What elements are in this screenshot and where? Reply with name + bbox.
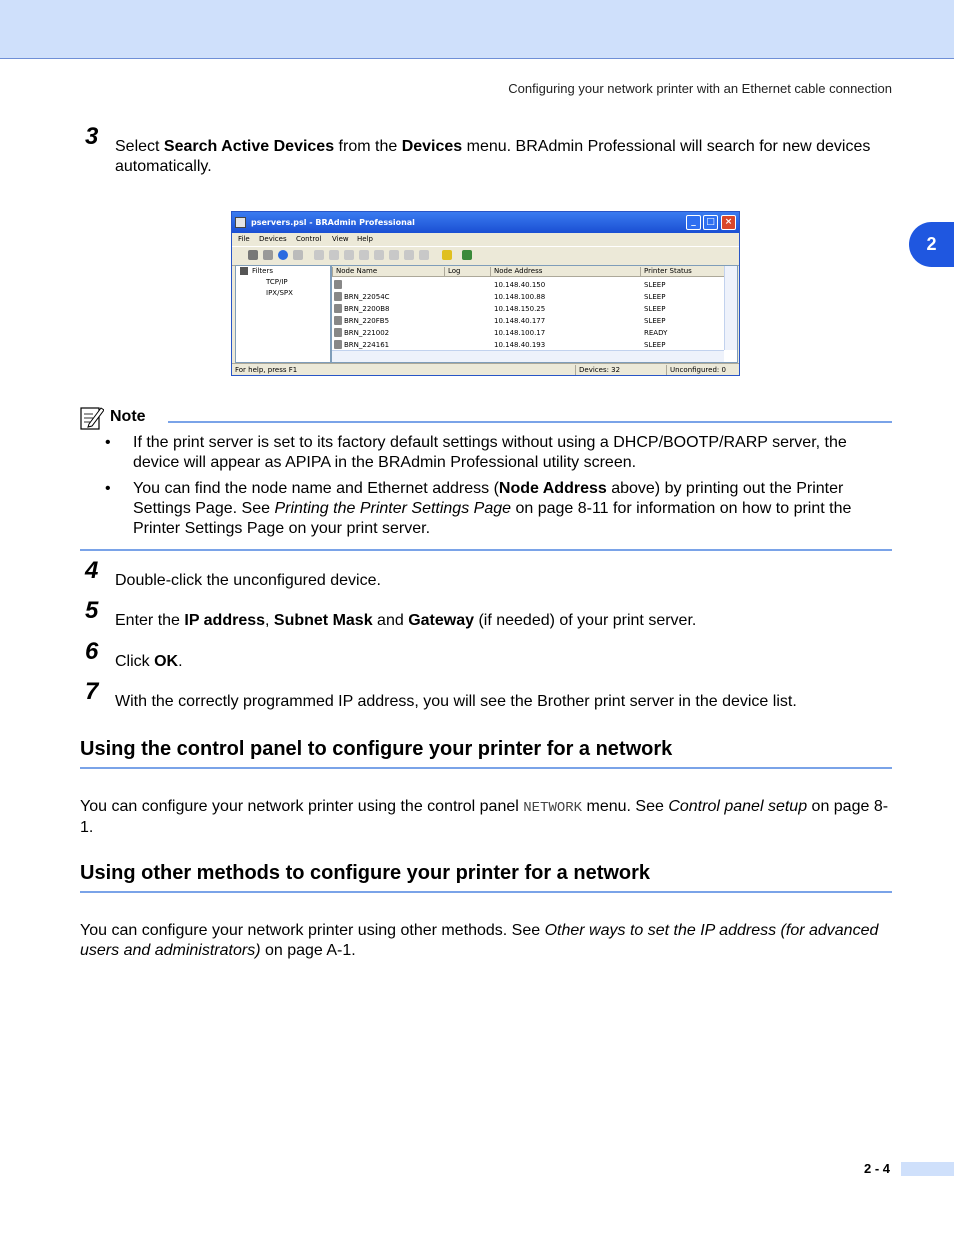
tool-icon[interactable]	[374, 250, 384, 260]
step-text: Enter the IP address, Subnet Mask and Gateway (if needed) of your print server.	[115, 612, 697, 629]
filter-tree	[235, 265, 331, 363]
window-title: pservers.psl - BRAdmin Professional	[251, 218, 415, 227]
tool-icon[interactable]	[344, 250, 354, 260]
vertical-scrollbar[interactable]	[724, 266, 737, 350]
printer-icon	[334, 328, 342, 337]
list-item: • If the print server is set to its factory default settings without using a DHCP/BOOTP/RARP server, the device will appear as APIPA in the BRAdmin Professional utility screen.	[80, 433, 892, 473]
step-number: 5	[85, 597, 99, 624]
col-node-name[interactable]: Node Name	[332, 267, 377, 276]
table-row[interactable]: BRN_224161 10.148.40.193 SLEEP	[332, 339, 724, 351]
printer-icon[interactable]	[263, 250, 273, 260]
step-text: Click OK.	[115, 653, 183, 670]
menu-view[interactable]: View	[332, 235, 349, 243]
tool-icon[interactable]	[314, 250, 324, 260]
step-5	[80, 597, 892, 631]
bradmin-window-screenshot	[231, 211, 740, 376]
table-row[interactable]: BRN_221002 10.148.100.17 READY	[332, 327, 724, 339]
step-text: Select Search Active Devices from the Devices menu. BRAdmin Professional will search for new devices automatically.	[115, 138, 871, 175]
step-7	[80, 678, 892, 712]
tool-icon[interactable]	[404, 250, 414, 260]
table-row[interactable]: BRN_2200B8 10.148.150.25 SLEEP	[332, 303, 724, 315]
tool-icon[interactable]	[389, 250, 399, 260]
printer-icon	[334, 340, 342, 349]
refresh-icon[interactable]	[278, 250, 288, 260]
note-header	[80, 404, 892, 430]
step-3	[80, 123, 892, 177]
section-heading: Using other methods to configure your printer for a network	[80, 862, 892, 893]
status-bar	[232, 363, 739, 376]
table-row[interactable]: BRN_22054C 10.148.100.88 SLEEP	[332, 291, 724, 303]
footer-bar	[901, 1162, 954, 1176]
step-number: 6	[85, 638, 99, 665]
step-number: 3	[85, 123, 99, 150]
note-pencil-icon	[80, 404, 104, 430]
toolbar	[232, 246, 739, 266]
note-rule	[168, 421, 892, 423]
note-label: Note	[110, 408, 146, 425]
status-help: For help, press F1	[235, 366, 298, 374]
step-4	[80, 557, 892, 591]
horizontal-scrollbar[interactable]	[332, 350, 724, 362]
status-divider	[575, 365, 576, 375]
section-paragraph: You can configure your network printer using other methods. See Other ways to set the IP address (for advanced users and administrators) on page A-1.	[80, 922, 879, 959]
list-item: • You can find the node name and Ethernet address (Node Address above) by printing out the Printer Settings Page. See Printing the Printer Settings Page on page 8-11 for information on how to print the Printer Settings Page on your print server.	[80, 479, 892, 539]
step-number: 7	[85, 678, 99, 705]
tree-item-ipxspx[interactable]: IPX/SPX	[266, 289, 293, 297]
close-button[interactable]: ×	[721, 215, 736, 230]
status-unconfigured: Unconfigured: 0	[670, 366, 726, 374]
menu-help[interactable]: Help	[357, 235, 373, 243]
section-paragraph: You can configure your network printer using the control panel NETWORK menu. See Control panel setup on page 8-1.	[80, 798, 889, 836]
status-devices: Devices: 32	[579, 366, 621, 374]
tree-item-tcpip[interactable]: TCP/IP	[266, 278, 288, 286]
web-icon[interactable]	[462, 250, 472, 260]
tree-item-filters[interactable]: Filters	[252, 267, 273, 275]
printer-icon	[334, 292, 342, 301]
col-log[interactable]: Log	[444, 267, 461, 276]
step-number: 4	[85, 557, 99, 584]
col-printer-status[interactable]: Printer Status	[640, 267, 692, 276]
device-list	[331, 265, 738, 363]
printer-icon	[334, 316, 342, 325]
table-row[interactable]: BRN_220FB5 10.148.40.177 SLEEP	[332, 315, 724, 327]
filter-icon[interactable]	[248, 250, 258, 260]
step-text: Double-click the unconfigured device.	[115, 572, 381, 589]
col-node-address[interactable]: Node Address	[490, 267, 542, 276]
minimize-button[interactable]: _	[686, 215, 701, 230]
step-text: With the correctly programmed IP address, you will see the Brother print server in the device list.	[115, 693, 797, 710]
disabled-tool-icon[interactable]	[293, 250, 303, 260]
column-headers	[332, 266, 724, 277]
maximize-button[interactable]: □	[703, 215, 718, 230]
chapter-tab[interactable]: 2	[909, 222, 954, 267]
window-titlebar	[232, 212, 739, 233]
note-list	[80, 433, 892, 545]
section-heading: Using the control panel to configure your printer for a network	[80, 738, 892, 769]
table-row[interactable]: 10.148.40.150 SLEEP	[332, 279, 724, 291]
printer-icon	[334, 280, 342, 289]
printer-icon	[334, 304, 342, 313]
status-divider	[666, 365, 667, 375]
running-title: Configuring your network printer with an Ethernet cable connection	[508, 81, 892, 96]
tool-icon[interactable]	[359, 250, 369, 260]
app-icon	[235, 217, 246, 228]
menu-bar	[232, 233, 739, 245]
tool-icon[interactable]	[419, 250, 429, 260]
step-6	[80, 638, 892, 672]
tool-icon[interactable]	[329, 250, 339, 260]
menu-devices[interactable]: Devices	[259, 235, 287, 243]
menu-file[interactable]: File	[238, 235, 250, 243]
header-band	[0, 0, 954, 59]
note-end-rule	[80, 549, 892, 551]
tree-icon	[240, 267, 248, 275]
page-number: 2 - 4	[864, 1161, 891, 1176]
menu-control[interactable]: Control	[296, 235, 322, 243]
help-icon[interactable]	[442, 250, 452, 260]
